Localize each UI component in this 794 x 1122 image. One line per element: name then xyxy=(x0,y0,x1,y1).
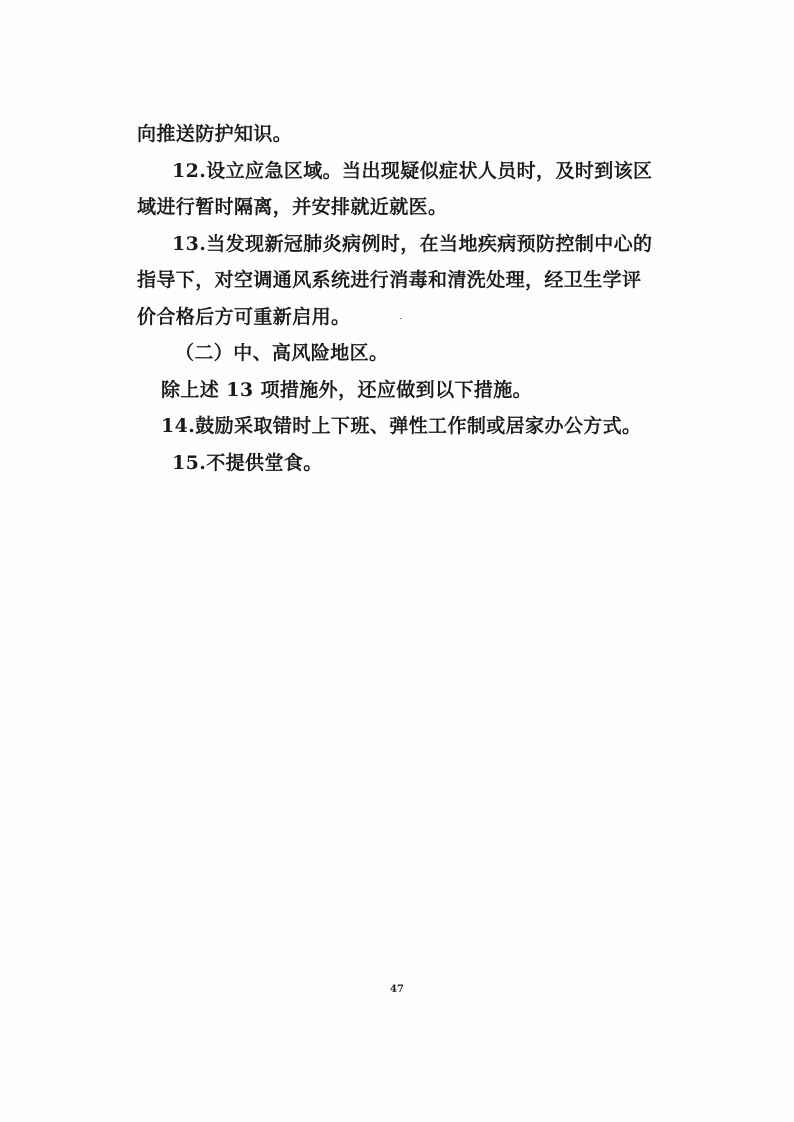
paragraph-line-2: 12.设立应急区域。当出现疑似症状人员时，及时到该区 xyxy=(172,159,653,182)
paragraph-line-9: 14.鼓励采取错时上下班、弹性工作制或居家办公方式。 xyxy=(161,415,642,437)
paragraph-line-4: 13.当发现新冠肺炎病例时，在当地疾病预防控制中心的 xyxy=(172,232,653,255)
scan-speck xyxy=(400,318,402,319)
paragraph-line-10: 15.不提供堂食。 xyxy=(172,451,323,474)
paragraph-line-1: 向推送防护知识。 xyxy=(137,123,293,145)
paragraph-line-8: 除上述 13 项措施外，还应做到以下措施。 xyxy=(161,378,533,401)
page-number: 47 xyxy=(390,984,404,995)
paragraph-line-3: 域进行暂时隔离，并安排就近就医。 xyxy=(137,196,448,218)
document-body xyxy=(137,116,667,481)
paragraph-line-5: 指导下，对空调通风系统进行消毒和清洗处理，经卫生学评 xyxy=(137,269,642,291)
section-heading: （二）中、高风险地区。 xyxy=(175,342,389,364)
paragraph-line-6: 价合格后方可重新启用。 xyxy=(137,305,351,328)
